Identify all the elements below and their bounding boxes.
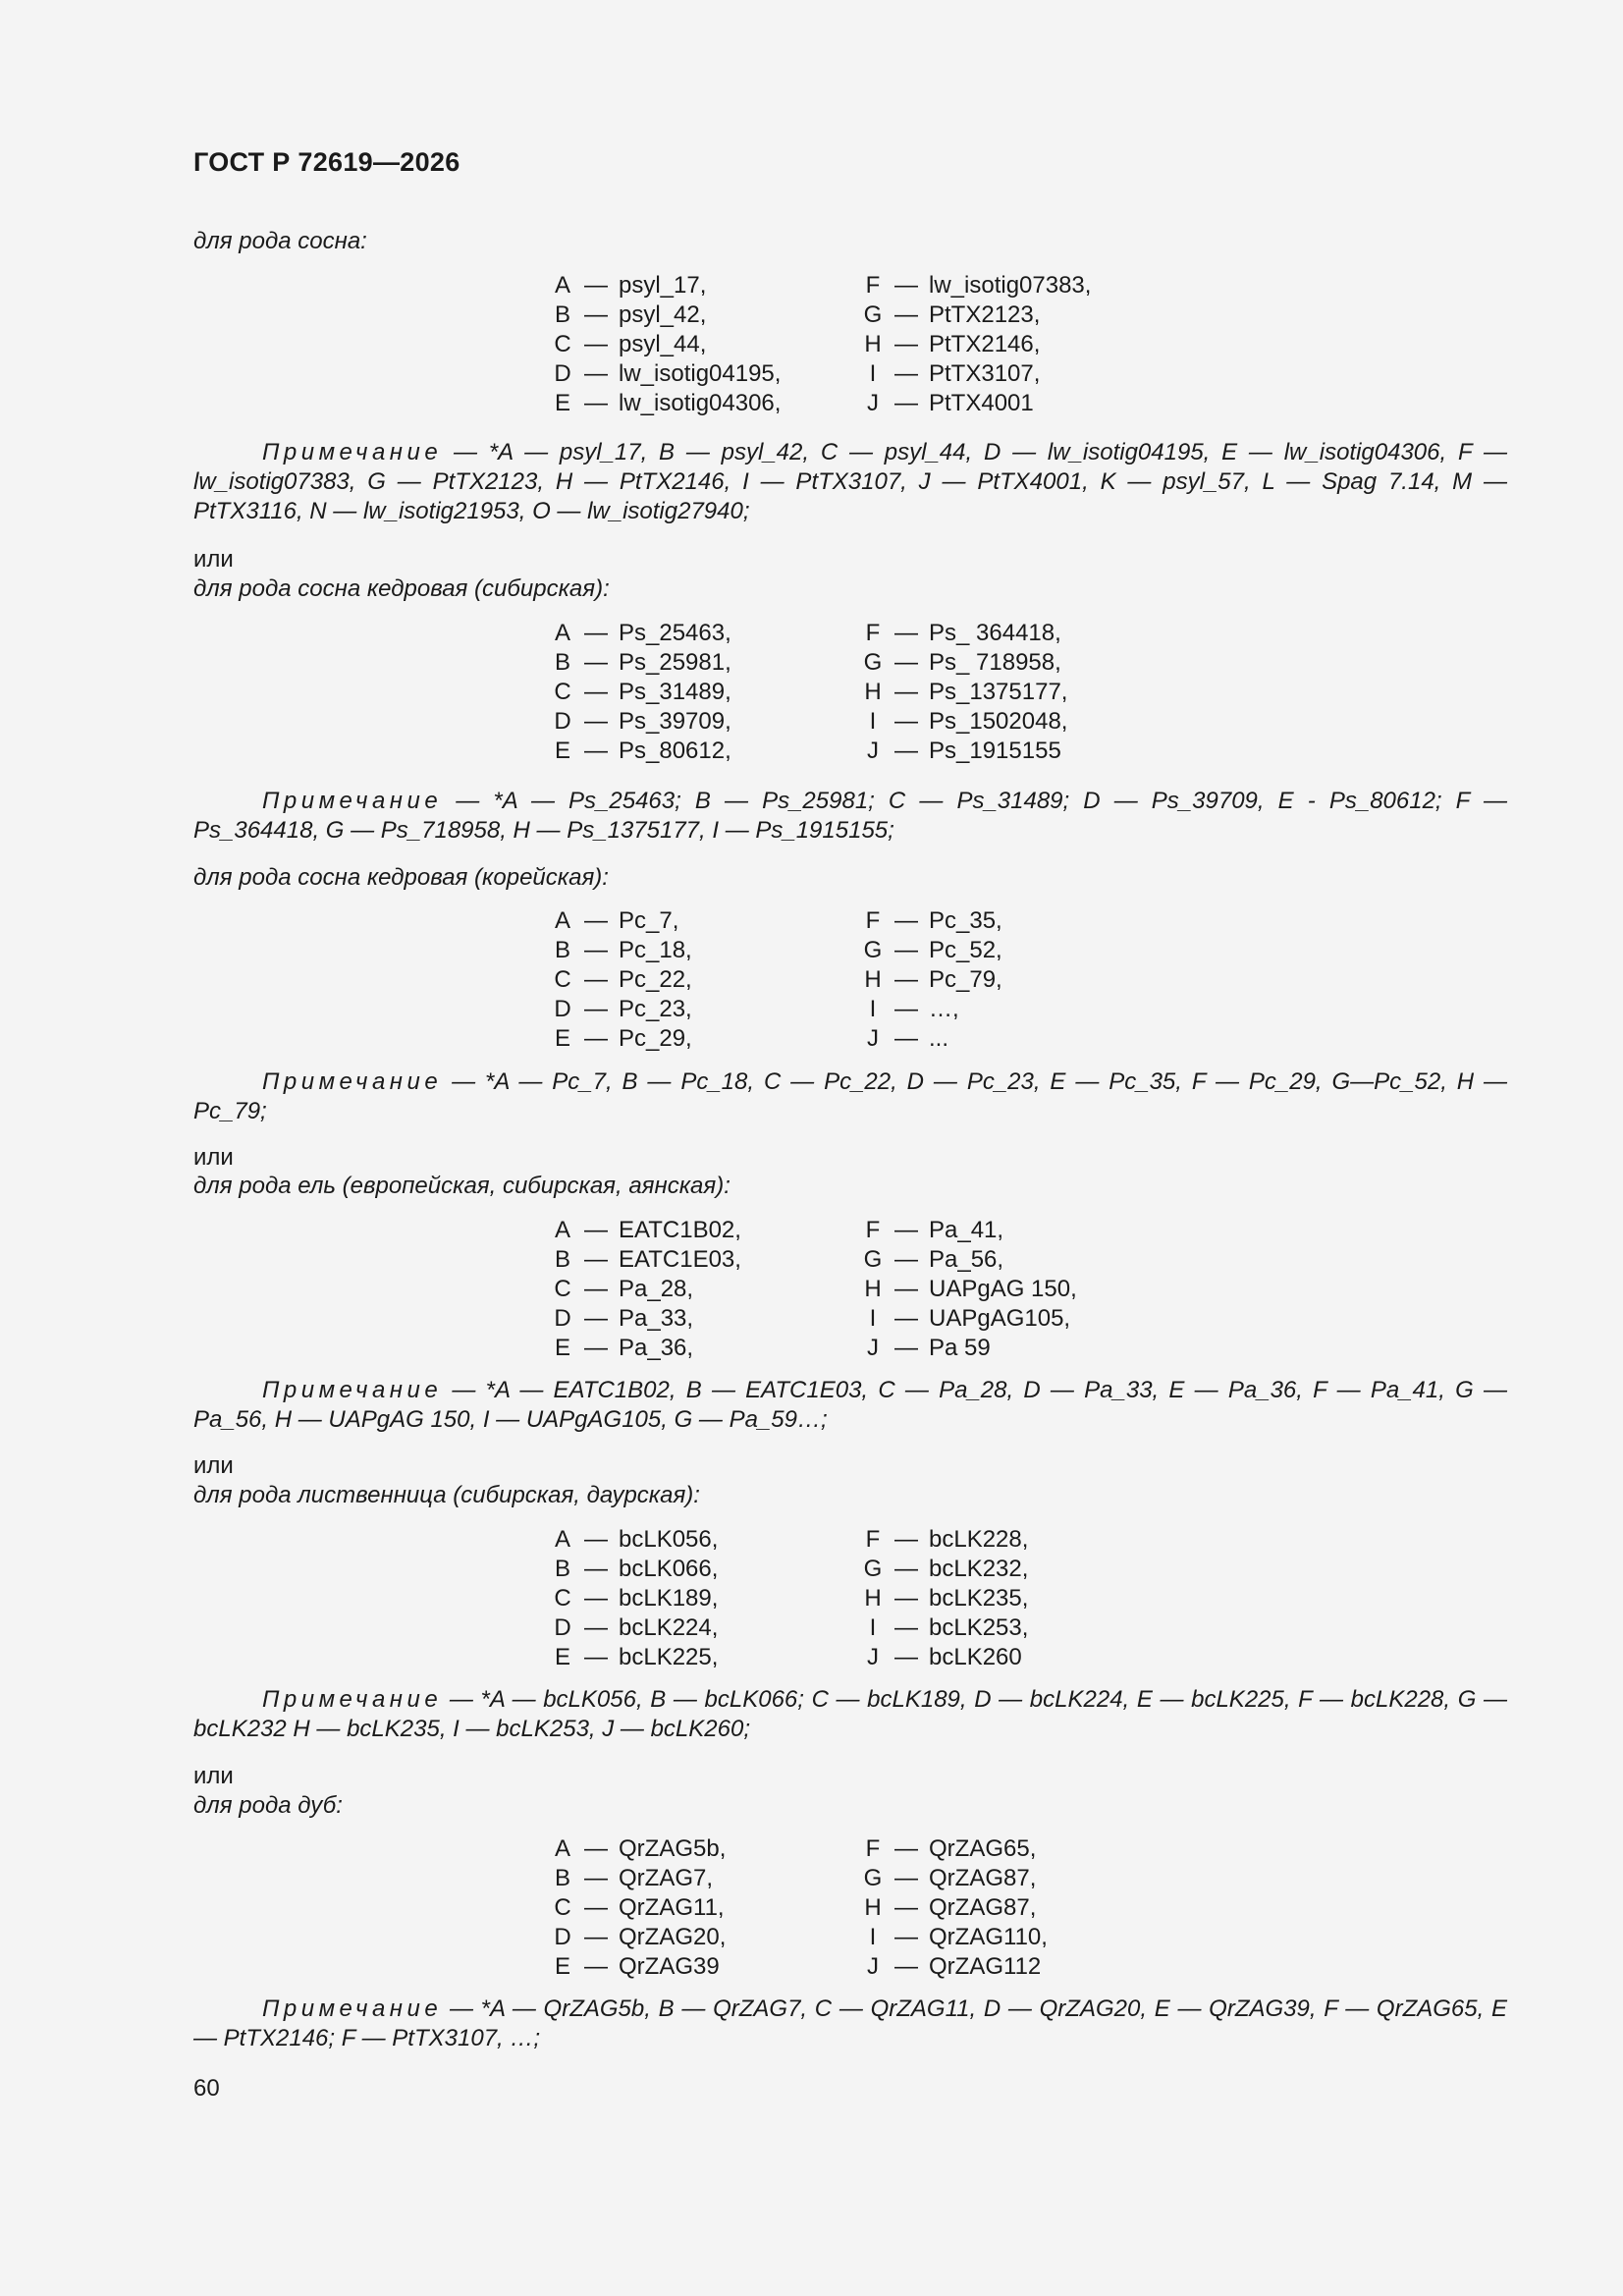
code-row	[552, 707, 866, 737]
code-letter: B	[554, 301, 570, 328]
code-letter: E	[554, 390, 570, 416]
code-value: Ps_25463,	[619, 620, 731, 646]
code-letter: B	[554, 1556, 570, 1582]
code-dash: —	[584, 1644, 608, 1670]
code-value: Ps_80612,	[619, 738, 731, 764]
code-value: QrZAG11,	[619, 1894, 725, 1921]
code-letter: G	[863, 1865, 883, 1891]
code-row	[552, 1024, 866, 1054]
code-column-left	[552, 1834, 866, 1982]
code-value: QrZAG87,	[929, 1865, 1037, 1891]
code-letter: J	[867, 738, 879, 764]
code-dash: —	[894, 1335, 918, 1361]
code-value: bcLK066,	[619, 1556, 719, 1582]
code-value: QrZAG20,	[619, 1924, 727, 1950]
code-column-right	[862, 1525, 1176, 1672]
code-letter: F	[865, 1217, 881, 1243]
code-row	[862, 1864, 1176, 1893]
code-value: Pc_7,	[619, 907, 679, 934]
note	[193, 1995, 1507, 2053]
code-row	[552, 1216, 866, 1245]
code-value: QrZAG110,	[929, 1924, 1048, 1950]
code-dash: —	[584, 1305, 608, 1332]
code-row	[552, 995, 866, 1024]
code-value: psyl_17,	[619, 272, 707, 299]
code-dash: —	[894, 301, 918, 328]
code-value: UAPgAG105,	[929, 1305, 1071, 1332]
code-value: QrZAG87,	[929, 1894, 1037, 1921]
code-row	[552, 1275, 866, 1304]
code-column-left	[552, 1216, 866, 1363]
code-row	[862, 995, 1176, 1024]
code-value: bcLK232,	[929, 1556, 1029, 1582]
code-dash: —	[584, 1924, 608, 1950]
code-letter: E	[554, 1025, 570, 1052]
code-letter: G	[863, 301, 883, 328]
code-letter: F	[865, 907, 881, 934]
code-value: bcLK235,	[929, 1585, 1029, 1612]
code-value: ...	[929, 1025, 949, 1052]
code-row	[862, 1334, 1176, 1363]
code-row	[862, 1952, 1176, 1982]
code-letter: J	[867, 1644, 879, 1670]
note-text: — *A — QrZAG5b, B — QrZAG7, C — QrZAG11, D — QrZAG20, E — QrZAG39, F — QrZAG65, E — PtTX2146; F — PtTX3107, …;	[193, 1995, 1507, 2051]
code-letter: H	[864, 1585, 882, 1612]
code-value: QrZAG65,	[929, 1835, 1037, 1862]
code-letter: J	[867, 1335, 879, 1361]
code-letter: F	[865, 620, 881, 646]
code-letter: A	[554, 907, 570, 934]
code-value: UAPgAG 150,	[929, 1276, 1077, 1302]
code-letter: E	[554, 1335, 570, 1361]
code-dash: —	[894, 272, 918, 299]
code-letter: G	[863, 649, 883, 676]
code-dash: —	[584, 272, 608, 299]
code-dash: —	[584, 1276, 608, 1302]
code-letter: D	[554, 996, 571, 1022]
code-row	[862, 1216, 1176, 1245]
code-dash: —	[584, 360, 608, 387]
code-value: PtTX2123,	[929, 301, 1041, 328]
code-letter: A	[554, 620, 570, 646]
note	[193, 438, 1507, 526]
code-value: Pa_56,	[929, 1246, 1004, 1273]
code-column-right	[862, 906, 1176, 1054]
code-dash: —	[584, 331, 608, 357]
code-value: QrZAG5b,	[619, 1835, 727, 1862]
code-row	[552, 906, 866, 936]
code-letter: A	[554, 272, 570, 299]
code-row	[552, 619, 866, 648]
page-number: 60	[193, 2075, 220, 2102]
code-value: EATC1E03,	[619, 1246, 741, 1273]
code-letter: E	[554, 738, 570, 764]
code-row	[552, 330, 866, 359]
code-dash: —	[584, 1335, 608, 1361]
section-heading: для рода сосна:	[193, 228, 367, 254]
code-letter: H	[864, 1276, 882, 1302]
note-text: — *A — Pc_7, B — Pc_18, C — Pc_22, D — Pc_23, E — Pc_35, F — Pc_29, G—Pc_52, H — Pc_79;	[193, 1068, 1507, 1124]
or-label: или	[193, 1452, 234, 1479]
note-label: Примечание	[262, 788, 443, 814]
code-row	[862, 648, 1176, 678]
code-row	[552, 1613, 866, 1643]
code-column-left	[552, 619, 866, 766]
note-label: Примечание	[262, 1995, 443, 2022]
code-row	[862, 1555, 1176, 1584]
code-dash: —	[894, 708, 918, 735]
note-label: Примечание	[262, 439, 443, 465]
section-heading: для рода сосна кедровая (сибирская):	[193, 575, 610, 602]
code-row	[552, 1304, 866, 1334]
note	[193, 1376, 1507, 1435]
code-row	[862, 271, 1176, 301]
code-value: lw_isotig04306,	[619, 390, 782, 416]
code-value: Pa_41,	[929, 1217, 1004, 1243]
code-row	[552, 737, 866, 766]
code-dash: —	[584, 708, 608, 735]
code-letter: D	[554, 1305, 571, 1332]
code-letter: C	[554, 1585, 571, 1612]
code-row	[862, 936, 1176, 965]
code-row	[862, 1613, 1176, 1643]
code-row	[552, 1245, 866, 1275]
code-row	[862, 359, 1176, 389]
code-value: Pc_18,	[619, 937, 692, 963]
code-dash: —	[584, 1835, 608, 1862]
code-value: Pa 59	[929, 1335, 991, 1361]
code-value: EATC1B02,	[619, 1217, 741, 1243]
code-row	[862, 1304, 1176, 1334]
code-value: Pa_28,	[619, 1276, 694, 1302]
code-dash: —	[584, 620, 608, 646]
code-row	[552, 1334, 866, 1363]
code-letter: B	[554, 649, 570, 676]
code-value: psyl_42,	[619, 301, 707, 328]
code-row	[552, 359, 866, 389]
code-row	[552, 965, 866, 995]
code-value: QrZAG39	[619, 1953, 720, 1980]
code-dash: —	[894, 1556, 918, 1582]
code-letter: I	[869, 1305, 877, 1332]
code-row	[862, 1584, 1176, 1613]
code-dash: —	[894, 1644, 918, 1670]
note	[193, 787, 1507, 846]
code-row	[862, 389, 1176, 418]
code-row	[862, 678, 1176, 707]
code-row	[552, 1893, 866, 1923]
section-heading: для рода ель (европейская, сибирская, аянская):	[193, 1173, 730, 1199]
code-dash: —	[894, 738, 918, 764]
code-dash: —	[894, 360, 918, 387]
code-dash: —	[894, 679, 918, 705]
section-heading: для рода дуб:	[193, 1792, 343, 1819]
code-row	[552, 1834, 866, 1864]
code-dash: —	[894, 649, 918, 676]
code-letter: J	[867, 1025, 879, 1052]
code-letter: E	[554, 1644, 570, 1670]
code-value: Pc_29,	[619, 1025, 692, 1052]
code-dash: —	[584, 301, 608, 328]
code-dash: —	[584, 1953, 608, 1980]
code-row	[862, 301, 1176, 330]
code-letter: B	[554, 937, 570, 963]
code-row	[862, 1923, 1176, 1952]
code-value: Ps_1375177,	[929, 679, 1068, 705]
note	[193, 1067, 1507, 1126]
code-letter: H	[864, 966, 882, 993]
code-row	[552, 389, 866, 418]
code-row	[552, 936, 866, 965]
code-dash: —	[894, 1025, 918, 1052]
code-dash: —	[894, 937, 918, 963]
code-row	[862, 1893, 1176, 1923]
code-row	[552, 648, 866, 678]
note-label: Примечание	[262, 1686, 443, 1713]
code-letter: H	[864, 1894, 882, 1921]
code-dash: —	[894, 390, 918, 416]
code-dash: —	[894, 907, 918, 934]
code-dash: —	[584, 738, 608, 764]
code-letter: C	[554, 1894, 571, 1921]
code-letter: F	[865, 272, 881, 299]
note-text: — *A — bcLK056, B — bcLK066; C — bcLK189, D — bcLK224, E — bcLK225, F — bcLK228, G — bcLK232 H — bcLK235, I — bcLK253, J — bcLK260;	[193, 1686, 1507, 1742]
section-heading: для рода сосна кедровая (корейская):	[193, 864, 609, 891]
note-label: Примечание	[262, 1068, 443, 1095]
code-letter: D	[554, 1614, 571, 1641]
code-value: PtTX4001	[929, 390, 1034, 416]
code-value: Pc_52,	[929, 937, 1002, 963]
code-value: bcLK056,	[619, 1526, 719, 1553]
code-dash: —	[584, 996, 608, 1022]
note-text: — *A — psyl_17, B — psyl_42, C — psyl_44, D — lw_isotig04195, E — lw_isotig04306, F — lw_isotig07383, G — PtTX2123, H — PtTX2146, I — PtTX3107, J — PtTX4001, K — psyl_57, L — Spag 7.14, M — PtTX3116, N — lw_isotig21953, O — lw_isotig27940;	[193, 439, 1507, 524]
code-dash: —	[894, 996, 918, 1022]
code-value: bcLK225,	[619, 1644, 719, 1670]
section-heading: для рода лиственница (сибирская, даурская):	[193, 1482, 700, 1508]
code-row	[552, 1923, 866, 1952]
code-letter: D	[554, 708, 571, 735]
code-dash: —	[584, 1246, 608, 1273]
code-value: Pc_23,	[619, 996, 692, 1022]
code-row	[552, 1643, 866, 1672]
code-value: QrZAG112	[929, 1953, 1042, 1980]
code-row	[552, 1525, 866, 1555]
code-column-left	[552, 1525, 866, 1672]
code-dash: —	[894, 1305, 918, 1332]
code-column-right	[862, 619, 1176, 766]
code-value: Pc_79,	[929, 966, 1002, 993]
code-row	[862, 1525, 1176, 1555]
code-row	[862, 1643, 1176, 1672]
code-column-right	[862, 271, 1176, 418]
code-letter: G	[863, 1246, 883, 1273]
code-letter: G	[863, 937, 883, 963]
code-dash: —	[894, 620, 918, 646]
code-value: psyl_44,	[619, 331, 707, 357]
code-letter: I	[869, 1924, 877, 1950]
code-dash: —	[584, 1894, 608, 1921]
code-dash: —	[584, 649, 608, 676]
code-letter: I	[869, 360, 877, 387]
code-dash: —	[584, 1217, 608, 1243]
code-letter: I	[869, 708, 877, 735]
code-value: Pa_36,	[619, 1335, 694, 1361]
code-letter: J	[867, 1953, 879, 1980]
code-row	[552, 1864, 866, 1893]
code-value: Pc_35,	[929, 907, 1002, 934]
code-value: …,	[929, 996, 959, 1022]
code-value: Pa_33,	[619, 1305, 694, 1332]
code-value: bcLK260	[929, 1644, 1022, 1670]
code-dash: —	[894, 1835, 918, 1862]
note	[193, 1685, 1507, 1744]
code-letter: B	[554, 1246, 570, 1273]
code-row	[862, 1245, 1176, 1275]
code-value: Ps_ 364418,	[929, 620, 1061, 646]
code-dash: —	[894, 1894, 918, 1921]
code-dash: —	[584, 907, 608, 934]
code-letter: F	[865, 1526, 881, 1553]
code-value: bcLK253,	[929, 1614, 1029, 1641]
code-value: Ps_39709,	[619, 708, 731, 735]
code-dash: —	[894, 1246, 918, 1273]
code-column-right	[862, 1834, 1176, 1982]
code-letter: H	[864, 331, 882, 357]
code-dash: —	[584, 937, 608, 963]
code-row	[552, 1952, 866, 1982]
code-dash: —	[894, 1585, 918, 1612]
code-value: lw_isotig04195,	[619, 360, 782, 387]
or-label: или	[193, 1144, 234, 1171]
code-row	[862, 330, 1176, 359]
code-dash: —	[894, 1924, 918, 1950]
code-value: PtTX3107,	[929, 360, 1041, 387]
code-value: Ps_1502048,	[929, 708, 1068, 735]
code-letter: C	[554, 331, 571, 357]
code-dash: —	[584, 1526, 608, 1553]
code-dash: —	[584, 1556, 608, 1582]
note-text: — *A — Ps_25463; B — Ps_25981; C — Ps_31489; D — Ps_39709, E - Ps_80612; F — Ps_364418, G — Ps_718958, H — Ps_1375177, I — Ps_1915155;	[193, 788, 1507, 844]
code-dash: —	[894, 1217, 918, 1243]
code-dash: —	[584, 1865, 608, 1891]
code-dash: —	[584, 1025, 608, 1052]
or-label: или	[193, 546, 234, 573]
code-letter: A	[554, 1835, 570, 1862]
code-row	[552, 301, 866, 330]
code-column-left	[552, 906, 866, 1054]
code-letter: C	[554, 679, 571, 705]
code-value: Ps_25981,	[619, 649, 731, 676]
code-column-left	[552, 271, 866, 418]
code-letter: D	[554, 1924, 571, 1950]
code-dash: —	[584, 390, 608, 416]
code-letter: E	[554, 1953, 570, 1980]
code-letter: D	[554, 360, 571, 387]
code-dash: —	[584, 1585, 608, 1612]
code-dash: —	[584, 1614, 608, 1641]
code-value: PtTX2146,	[929, 331, 1041, 357]
code-letter: F	[865, 1835, 881, 1862]
code-dash: —	[894, 331, 918, 357]
code-column-right	[862, 1216, 1176, 1363]
code-value: Ps_1915155	[929, 738, 1061, 764]
code-value: bcLK189,	[619, 1585, 719, 1612]
code-value: lw_isotig07383,	[929, 272, 1092, 299]
code-dash: —	[894, 1953, 918, 1980]
code-dash: —	[894, 966, 918, 993]
code-dash: —	[894, 1526, 918, 1553]
code-dash: —	[894, 1276, 918, 1302]
code-letter: B	[554, 1865, 570, 1891]
code-letter: C	[554, 966, 571, 993]
code-row	[862, 737, 1176, 766]
code-dash: —	[584, 966, 608, 993]
code-value: Pc_22,	[619, 966, 692, 993]
note-label: Примечание	[262, 1377, 443, 1403]
code-letter: A	[554, 1526, 570, 1553]
code-row	[862, 906, 1176, 936]
code-value: QrZAG7,	[619, 1865, 714, 1891]
code-row	[552, 678, 866, 707]
note-text: — *A — EATC1B02, B — EATC1E03, C — Pa_28, D — Pa_33, E — Pa_36, F — Pa_41, G — Pa_56, H — UAPgAG 150, I — UAPgAG105, G — Pa_59…;	[193, 1377, 1507, 1433]
code-letter: J	[867, 390, 879, 416]
code-letter: H	[864, 679, 882, 705]
or-label: или	[193, 1763, 234, 1789]
code-row	[862, 1834, 1176, 1864]
code-letter: C	[554, 1276, 571, 1302]
code-letter: A	[554, 1217, 570, 1243]
code-row	[552, 1555, 866, 1584]
code-letter: G	[863, 1556, 883, 1582]
code-value: Ps_31489,	[619, 679, 731, 705]
code-letter: I	[869, 1614, 877, 1641]
code-letter: I	[869, 996, 877, 1022]
code-dash: —	[584, 679, 608, 705]
code-value: bcLK224,	[619, 1614, 719, 1641]
code-row	[862, 707, 1176, 737]
code-row	[552, 271, 866, 301]
code-row	[862, 619, 1176, 648]
code-row	[552, 1584, 866, 1613]
code-dash: —	[894, 1865, 918, 1891]
code-row	[862, 1275, 1176, 1304]
code-value: bcLK228,	[929, 1526, 1029, 1553]
code-dash: —	[894, 1614, 918, 1641]
code-row	[862, 1024, 1176, 1054]
code-value: Ps_ 718958,	[929, 649, 1061, 676]
code-row	[862, 965, 1176, 995]
document-title: ГОСТ Р 72619—2026	[193, 147, 460, 177]
